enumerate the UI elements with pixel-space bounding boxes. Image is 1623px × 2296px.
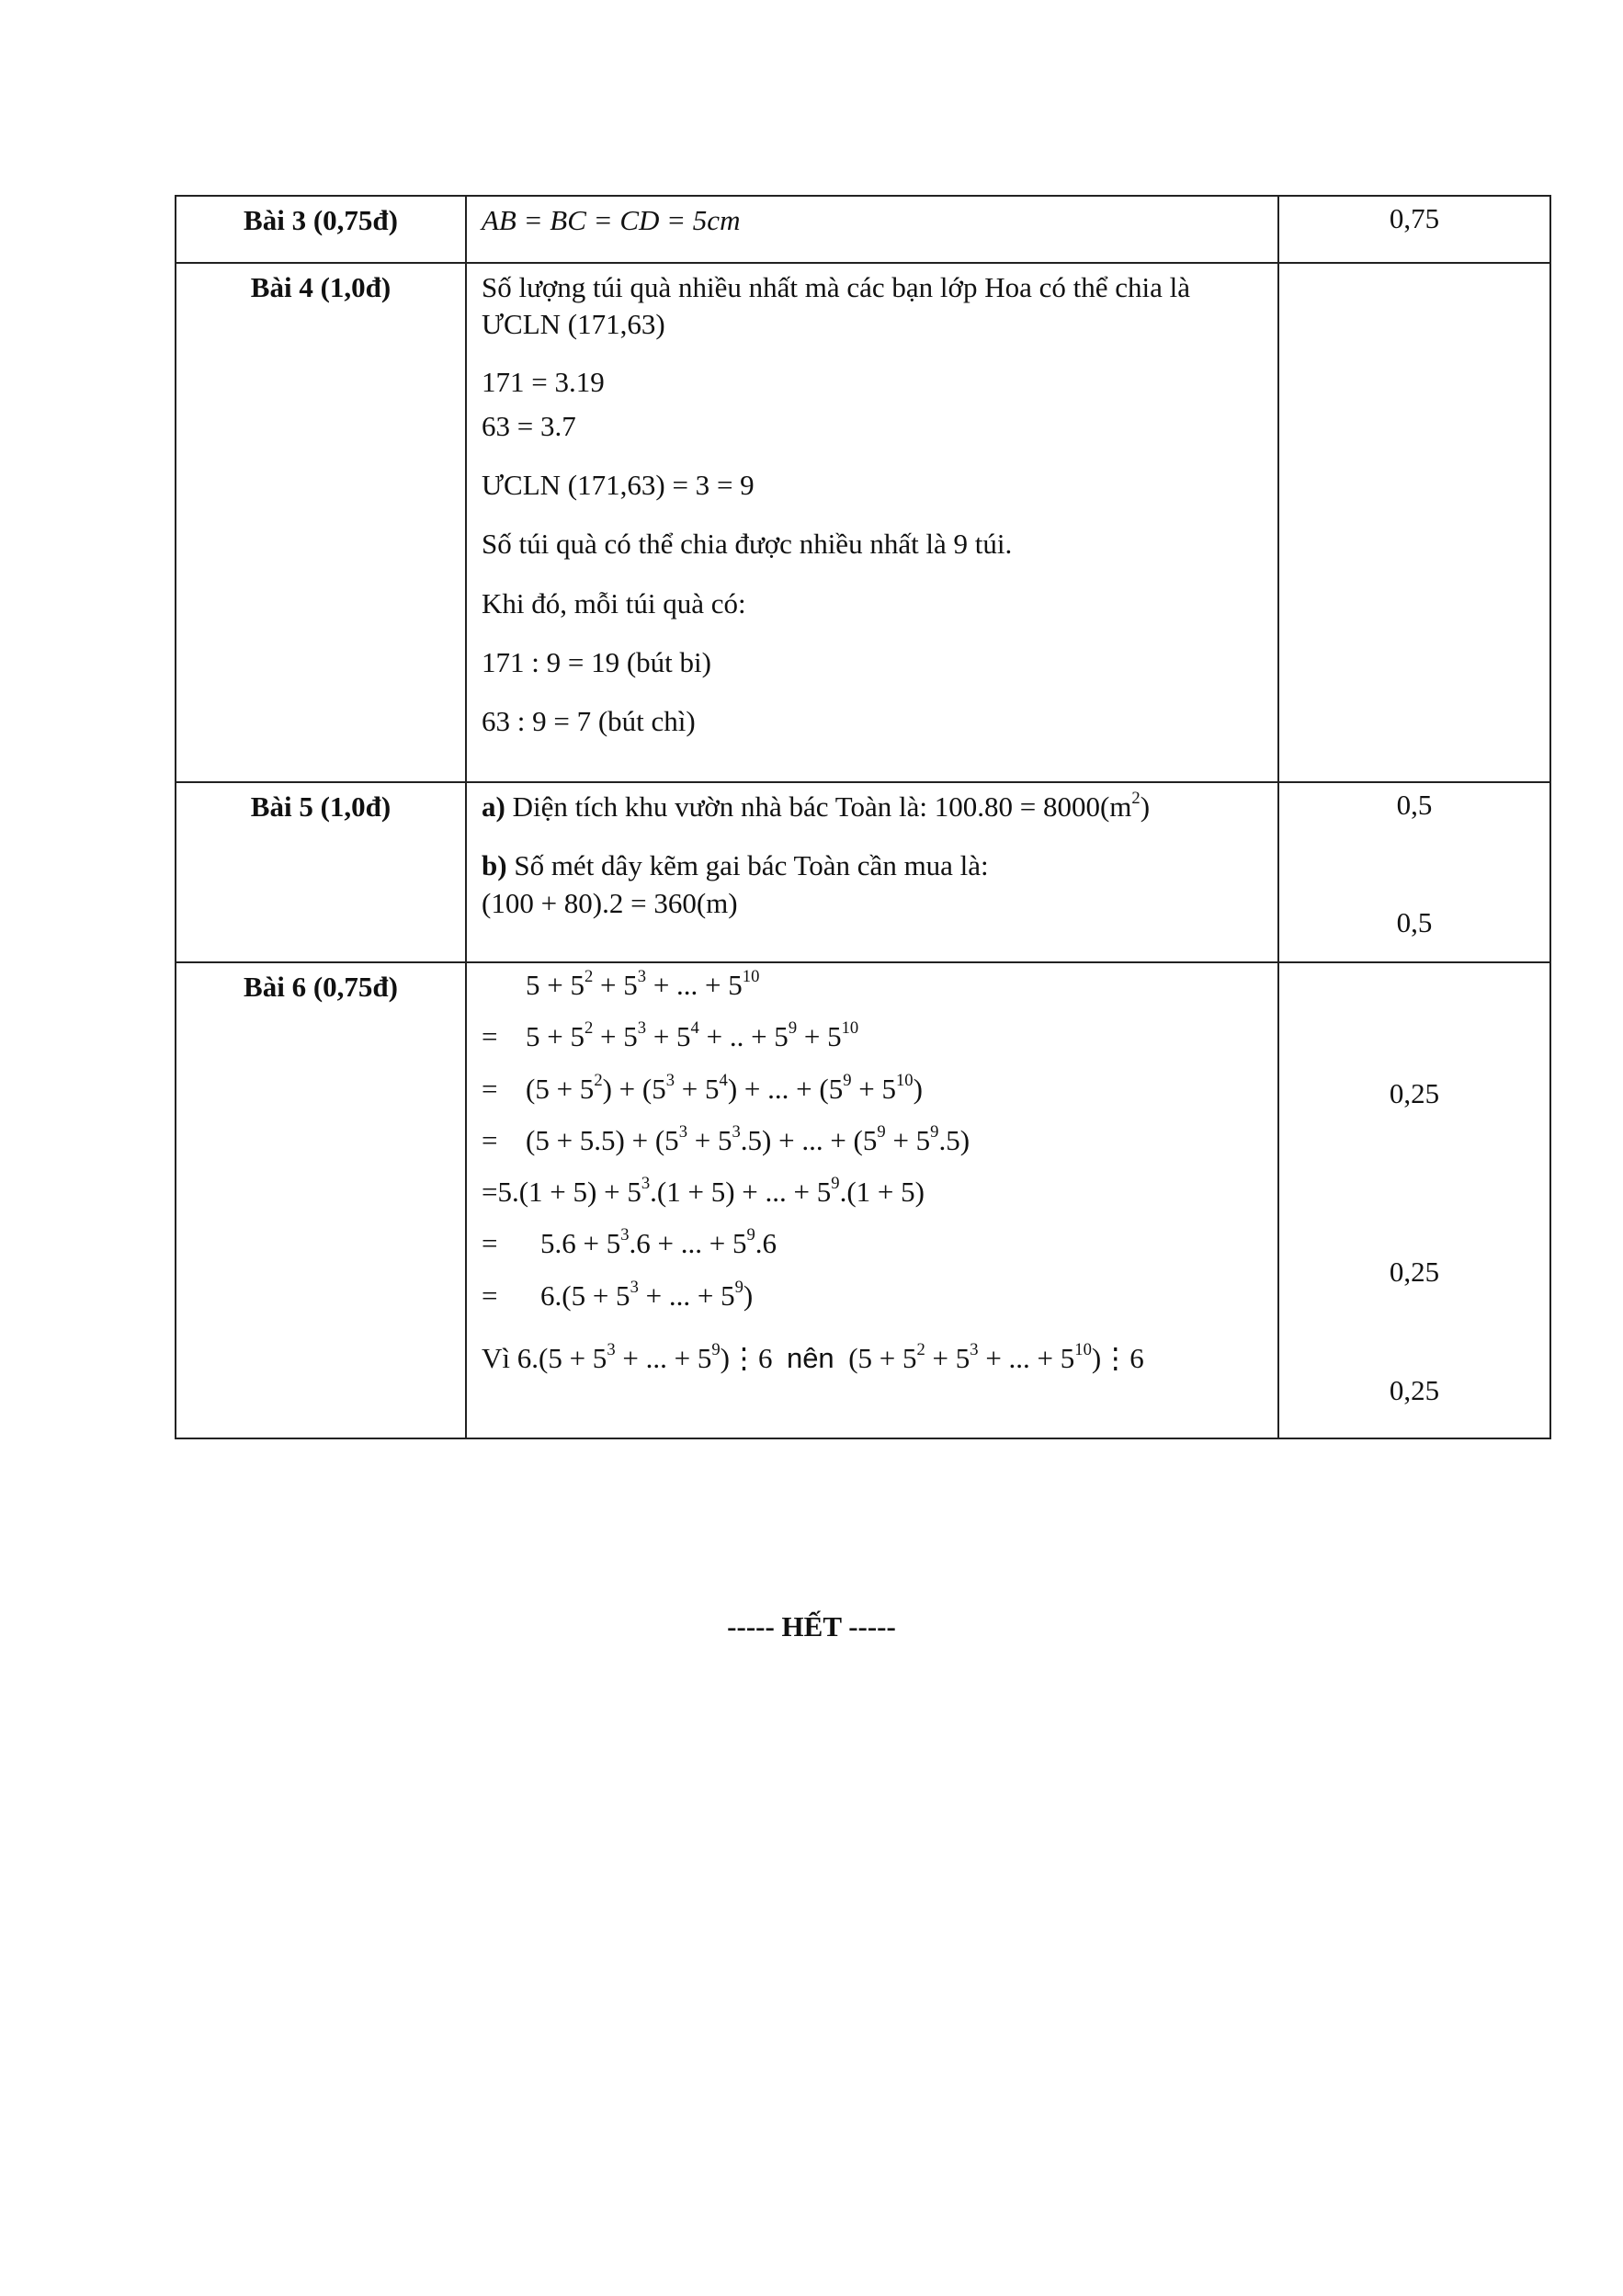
answer-line: Khi đó, mỗi túi quà có: xyxy=(482,586,746,619)
answer-line: b) Số mét dây kẽm gai bác Toàn cần mua là: xyxy=(482,849,989,882)
answer-line: a) Diện tích khu vườn nhà bác Toàn là: $100.80 = 8000(m^2)$ xyxy=(482,789,1151,823)
answer-line: = $5 + 5^2 + 5^3 + 5^4$ + .. + $5^9 + 5^{10}$ xyxy=(482,1018,859,1053)
problem-label: Bài 5 (1,0đ) xyxy=(176,782,466,962)
answer-cell xyxy=(466,196,1278,263)
problem-label: Bài 4 (1,0đ) xyxy=(176,263,466,782)
answer-line: 171 = 3.19 xyxy=(482,365,605,398)
table-row xyxy=(176,782,1550,962)
points-value: 0,75 xyxy=(1389,202,1440,234)
answer-line: = $5.6 + 5^3.6$ + ... + $5^9.6$ xyxy=(482,1225,777,1260)
problem-label: Bài 3 (0,75đ) xyxy=(176,196,466,263)
table-row xyxy=(176,263,1550,782)
answer-line: Vì $6.(5 + 5^3$ + ... + $5^9)⋮6$ nên ($5 + 5^2 + 5^3$ + ... + $5^{10})⋮6$ xyxy=(482,1340,1144,1375)
points-value: 0,25 xyxy=(1389,1077,1440,1109)
problem-label: Bài 6 (0,75đ) xyxy=(176,962,466,1438)
answer-line: $5 + 5^2 + 5^3$ + ... + $5^{10}$ xyxy=(526,967,760,1001)
answer-line: = $6.(5 + 5^3$ + ... + $5^9$) xyxy=(482,1277,754,1312)
answer-line: Số túi quà có thể chia được nhiều nhất là 9 túi. xyxy=(482,528,1013,561)
end-marker: ----- HẾT ----- xyxy=(727,1610,896,1642)
answer-table xyxy=(175,195,1551,1439)
table-row xyxy=(176,196,1550,263)
answer-cell xyxy=(466,962,1278,1438)
answer-line: ƯCLN (171,63) = 3 = 9 xyxy=(482,469,755,502)
answer-line: ƯCLN (171,63) xyxy=(482,308,665,341)
answer-line: $=5.(1 + 5) + 5^3.(1 + 5)$ + ... + $5^9.(1 + 5)$ xyxy=(482,1174,925,1209)
points-value: 0,25 xyxy=(1389,1374,1440,1406)
points-cell xyxy=(1278,263,1550,782)
answer-line: Số lượng túi quà nhiều nhất mà các bạn lớp Hoa có thể chia là xyxy=(482,271,1190,303)
points-cell xyxy=(1278,962,1550,1438)
table-row xyxy=(176,962,1550,1438)
answer-line: (100 + 80).2 = 360(m) xyxy=(482,886,738,919)
answer-cell xyxy=(466,782,1278,962)
answer-line: AB = BC = CD = 5cm xyxy=(482,204,741,236)
points-cell xyxy=(1278,782,1550,962)
points-value: 0,5 xyxy=(1396,789,1433,821)
answer-cell xyxy=(466,263,1278,782)
answer-line: 63 = 3.7 xyxy=(482,409,576,442)
answer-line: = $(5 + 5.5) + (5^3 + 5^3.5)$ + ... + $(5^9 + 5^9.5)$ xyxy=(482,1121,970,1156)
answer-line: = $(5 + 5^2) + (5^3 + 5^4)$ + ... + $(5^9 + 5^{10})$ xyxy=(482,1070,923,1105)
answer-line: 171 : 9 = 19 (bút bi) xyxy=(482,646,711,679)
points-value: 0,25 xyxy=(1389,1256,1440,1288)
answer-line: 63 : 9 = 7 (bút chì) xyxy=(482,705,696,738)
points-value: 0,5 xyxy=(1396,906,1433,938)
points-cell xyxy=(1278,196,1550,263)
